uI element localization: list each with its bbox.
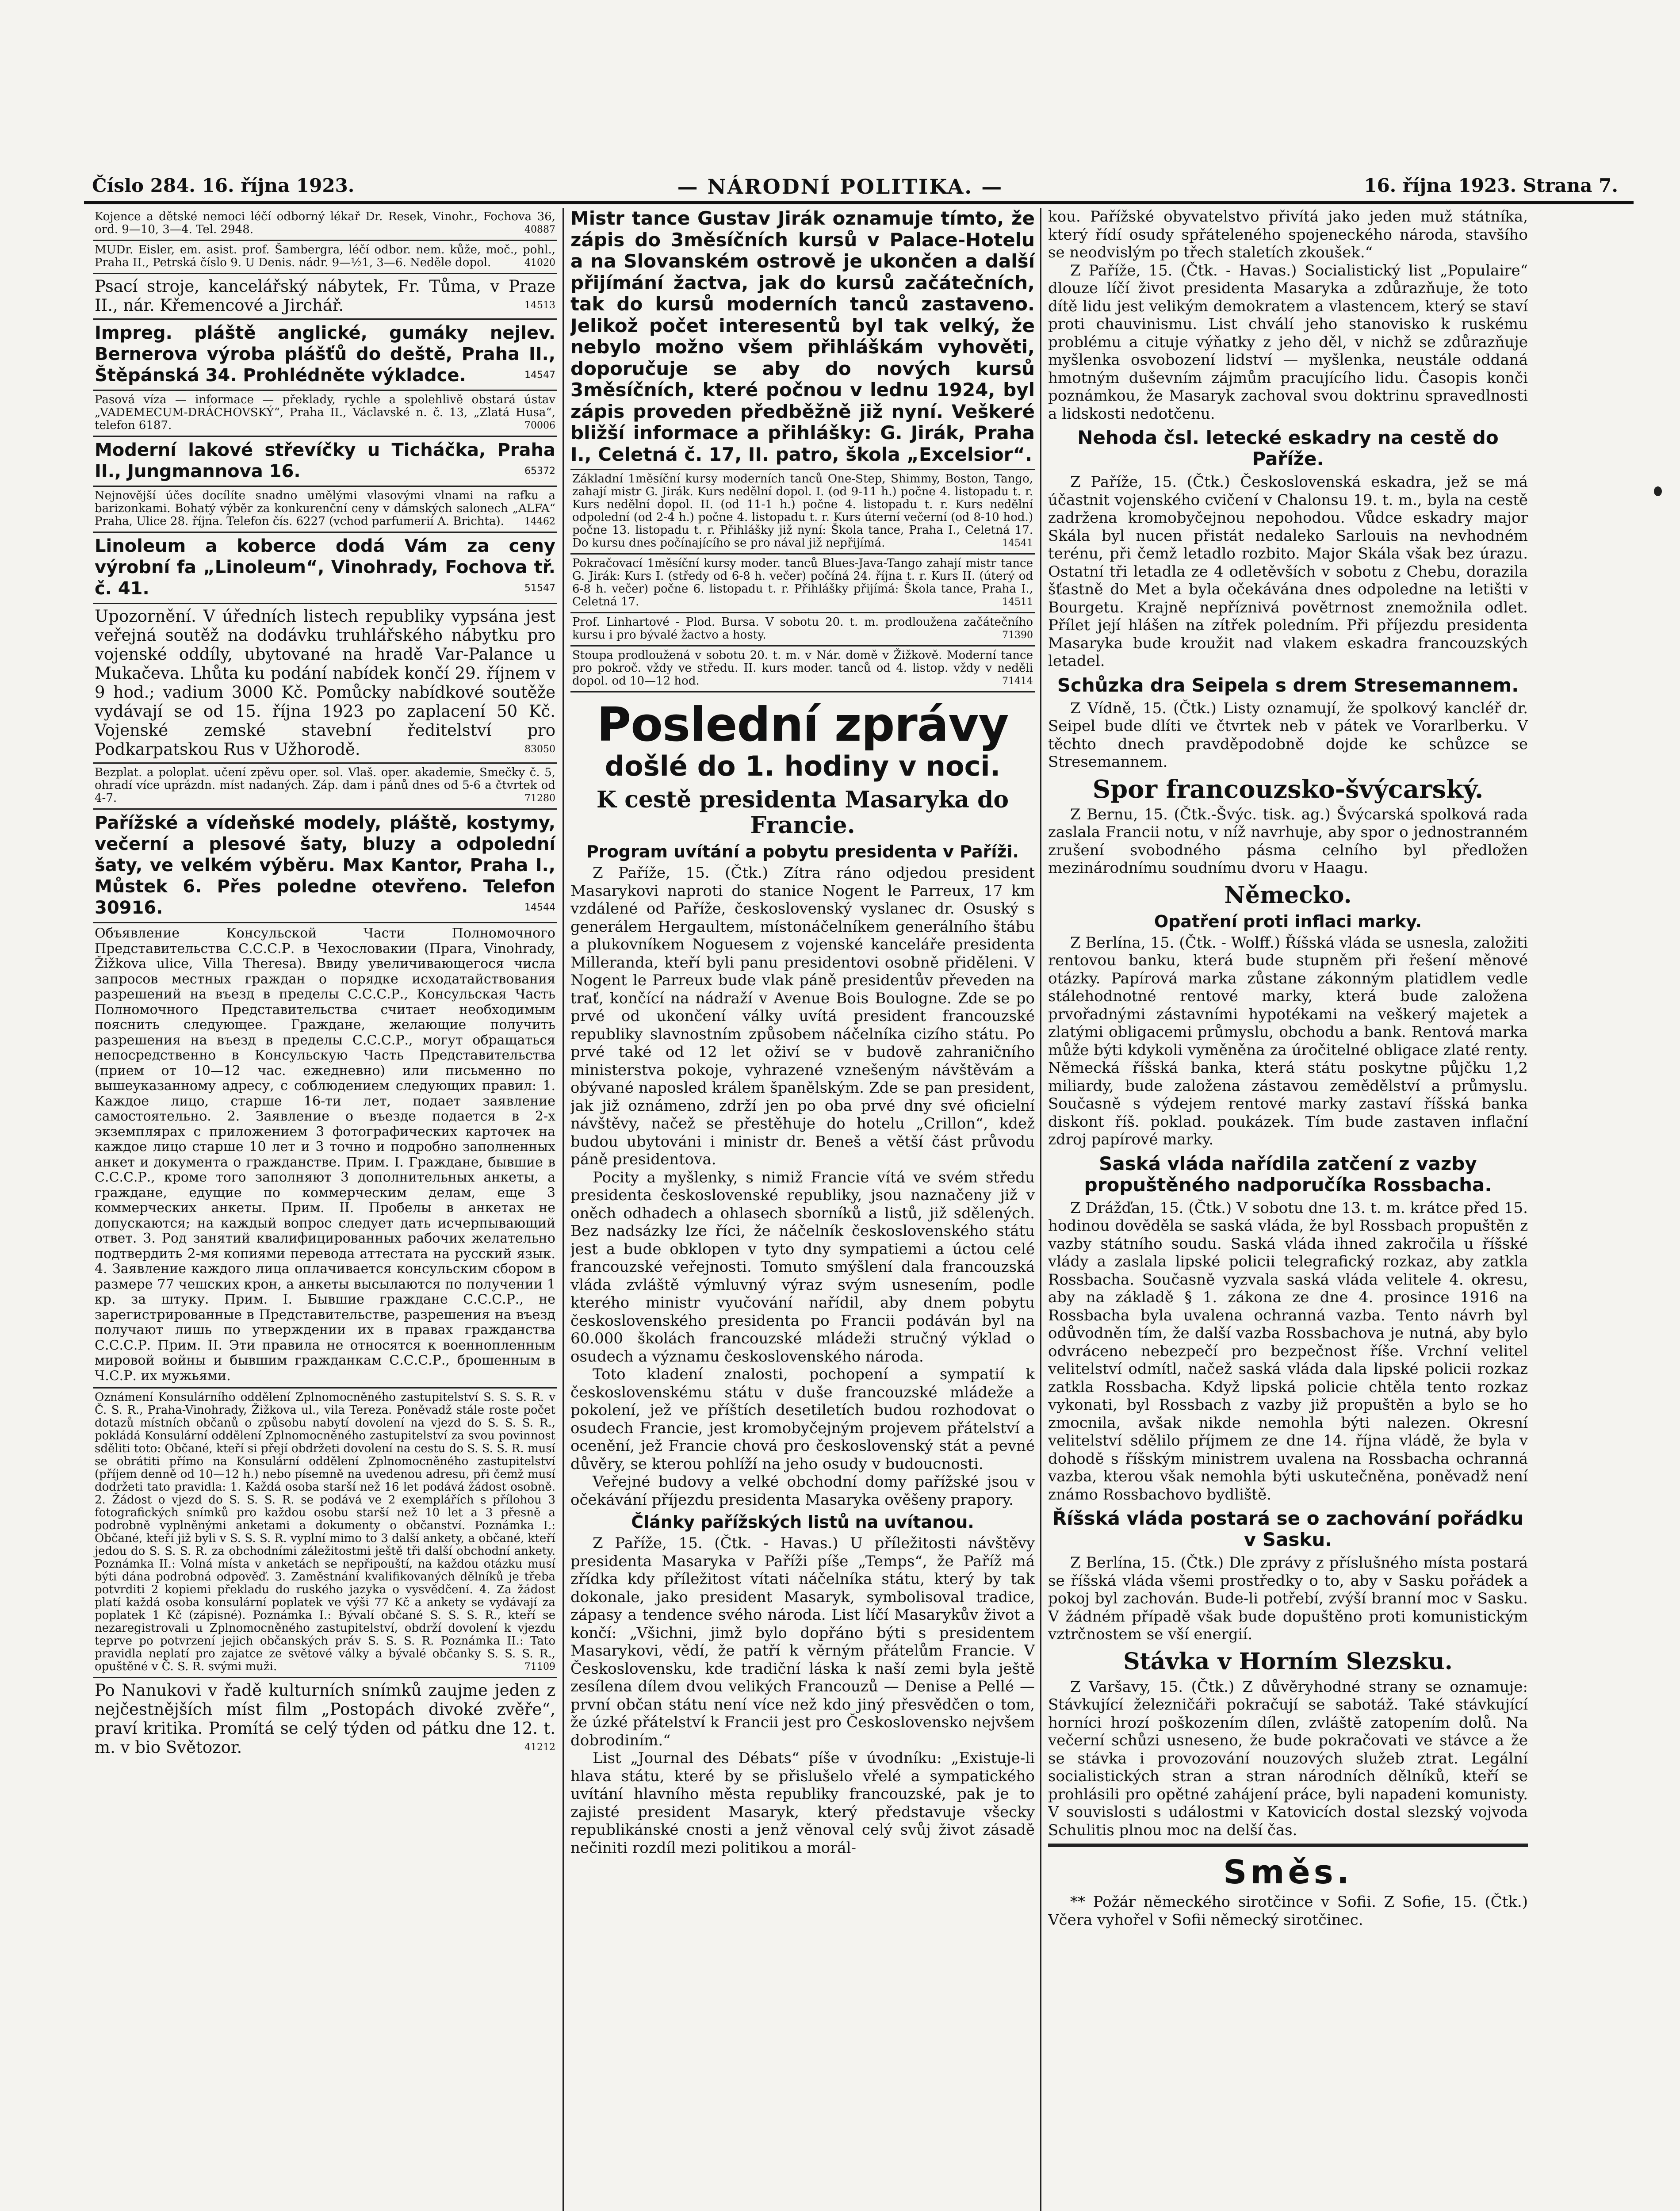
- notice-ussr-consulate-czech: Oznámení Konsulárního oddělení Zplnomocněného zastupitelství S. S. S. R. v Č. S. R., Praha-Vinohrady, Žižkova ul., vila Tereza. Poněvadž stále roste počet dotazů místních občanů o způsobu nabytí dovolení na vjezd do S. S. S. R., pokládá Konsulární oddělení Zplnomocněného zastupitelství za svou povinnost sděliti toto: Občané, kteří si přejí obdržeti dovolení na cestu do S. S. S. R. musí se obrátiti přímo na Konsulární oddělení Zplnomocněného zastupitelství (příjem denně od 10—12 h.) nebo písemně na uvedenou adresu, při čemž musí dodržeti tato pravidla: 1. Každá osoba starší než 16 let podává žádost osobně. 2. Žádost o vjezd do S. S. S. R. se podává ve 2 exemplářích s přílohou 3 fotografických snímků pro každou osobu starší než 10 let a 3 přesně a podrobně vyplněnými anketami a dokumenty o občanství. Poznámka I.: Občané, kteří již byli v S. S. S. R. vyplní mimo to 3 další ankety, a občané, kteří jedou do S. S. S. R. za obchodními záležitostmi ještě tři další obchodní ankety. Poznámka II.: Volná místa v anketách se nepřipouští, na každou otázku musí býti dána podrobná odpověď. 3. Zaměstnání kvalifikovaných dělníků je třeba potvrditi 2 kopiemi překladu do ruského jazyka o vysvědčení. 4. Za žádost platí každá osoba konsulární poplatek ve výši 77 Kč a ankety se vydávají za poplatek 1 Kč (zápisné). Poznámka I.: Bývalí občané S. S. S. R., kteří se nezaregistrovali u Zplnomocněného zastupitelství, obdrží dovolení k vjezdu teprve po potvrzení jejich občanských práv S. S. S. R. Poznámka II.: Tato pravidla neplatí pro zajatce ze světové války a bývalé občanky S. S. S. R., opuštěné v Č. S. R. svými muži. 71109: [93, 1389, 557, 1678]
- ad-lacquered-shoes: Moderní lakové střevíčky u Ticháčka, Praha II., Jungmannova 16. 65372: [93, 437, 557, 487]
- article-paragraph: List „Journal des Débats“ píše v úvodníku: „Existuje-li hlava státu, které by se přislušelo vřelé a sympatického uvítání hlavního města republiky francouzské, pak je to zajisté president Masaryk, který představuje všecky republikánské cnosti a jenž věnoval celý svůj život zásadě nečiniti rozdíl mezi politikou a morál-: [570, 1749, 1035, 1857]
- latest-news-title: Poslední zprávy: [597, 697, 1009, 752]
- headline-strike-silesia: Stávka v Horním Slezsku.: [1123, 1648, 1453, 1675]
- ad-pediatrician: Kojence a dětské nemoci léčí odborný lékař Dr. Resek, Vinohr., Fochova 36, ord. 9—10, 3—4. Tel. 2948. 40887: [93, 208, 557, 241]
- ad-stoupa: Stoupa prodloužená v sobotu 20. t. m. v Nár. domě v Žižkově. Moderní tance pro pokroč. vždy ve středu. II. kurs moder. tanců od 4. listop. vždy v neděli dopol. od 10—12 hod. 71414: [570, 646, 1035, 692]
- header-rule: [84, 201, 1634, 204]
- article-paragraph: Z Vídně, 15. (Čtk.) Listy oznamují, že spolkový kancléř dr. Seipel bude dlíti ve čtvrtek neb v pátek ve Vorarlberku. V těchto dnech pravděpodobně dojde ke schůzce se Stresemannem.: [1048, 699, 1528, 771]
- article-paragraph: Z Paříže, 15. (Čtk.) Československá eskadra, jež se má účastnit vojenského cvičení v Chalonsu 19. t. m., byla na cestě zadržena kromobyčejnou nepohodou. Vůdce eskadry major Skála byl nucen přistát nedaleko Sarlouis na nevhodném terénu, při čemž letadlo rozbito. Major Skála však bez úrazu. Ostatní tři letadla ze 4 odletěvších v sobotu z Chebu, dorazila šťastně do Met a byla očekávána dnes odpoledne na letišti v Bourgetu. Krajně nepříznivá povětrnost znemožnila odlet. Přílet její hlášen na zítřek poledním. Při příjezdu presidenta Masaryka bude kroužit nad vlakem eskadra francouzských letadel.: [1048, 473, 1528, 670]
- ad-passport-visas: Pasová víza — informace — překlady, rychle a spolehlivě obstará ústav „VADEMECUM-DRÁCHOVSKÝ“, Praha II., Václavské n. č. 13, „Zlatá Husa“, telefon 6187. 70006: [93, 391, 557, 437]
- headline-air-squadron: Nehoda čsl. letecké eskadry na cestě do Paříže.: [1077, 427, 1499, 470]
- ad-linoleum: Linoleum a koberce dodá Vám za ceny výrobní fa „Linoleum“, Vinohrady, Fochova tř. č. 41. 51547: [93, 533, 557, 604]
- column-1: [93, 208, 557, 2211]
- article-paragraph: Z Bernu, 15. (Čtk.-Švýc. tisk. ag.) Švýcarská spolková rada zaslala Francii notu, v níž navrhuje, aby spor o jednostranném zrušení svobodného pásma celního byl předložen mezinárodnímu soudnímu dvoru v Haagu.: [1048, 805, 1528, 877]
- ad-dance-courses-basic: Základní 1měsíční kursy moderních tanců One-Step, Shimmy, Boston, Tango, zahají mistr G. Jirák. Kurs nedělní dopol. I. (od 9-11 h.) počne 4. listopadu t. r. Kurs nedělní dopol. II. (od 11-1 h.) počne 4. listopadu t. r. Kurs nedělní odpolední (od 2-4 h.) počne 4. listopadu t. r. Kurs úterní večerní (od 8-10 hod.) počne 13. listopadu t. r. Přihlášky již nyní: Škola tance, Praha I., Celetná 17. Do kursu dnes počínajícího se pro nával již nepřijímá. 14541: [570, 470, 1035, 555]
- article-paragraph: ** Požár německého sirotčince v Sofii. Z Sofie, 15. (Čtk.) Včera vyhořel v Sofii německý sirotčinec.: [1048, 1893, 1528, 1929]
- headline-seipel: Schůzka dra Seipela s drem Stresemannem.: [1057, 674, 1519, 696]
- article-paragraph: Z Berlína, 15. (Čtk.) Dle zprávy z příslušného místa postará se říšská vláda všemi prostředky o to, aby v Sasku pořádek a pokoj byl zachován. Bude-li potřebí, zvýší branní moc v Sasku. V žádném případě však bude dopuštěno proti komunistickým vztrčnostem se vší energií.: [1048, 1554, 1528, 1643]
- ad-dance-master-jirak: Mistr tance Gustav Jirák oznamuje tímto, že zápis do 3měsíčních kursů v Palace-Hotelu a na Slovanském ostrově je ukončen a další přijímání žactva, jak do kursů začátečních, tak do kursů moderních tanců zastaveno. Jelikož počet interesentů byl tak velký, že nebylo možno všem přihláškám vyhověti, doporučuje se aby do nových kursů 3měsíčních, které počnou v lednu 1924, byl zápis proveden předběžně již nyní. Veškeré bližší informace a přihlášky: G. Jirák, Praha I., Celetná č. 17, II. patro, škola „Excelsior“.: [570, 208, 1035, 470]
- article-paragraph: Z Paříže, 15. (Čtk. - Havas.) U příležitosti návštěvy presidenta Masaryka v Paříži píše „Temps“, že Paříž má zřídka kdy příležitost vítati náčelníka státu, který by tak dokonale, jako president Masaryk, symbolisoval tradice, zápasy a tendence svého národa. List líčí Masarykův život a končí: „Všichni, jimž bylo dopřáno býti s presidentem Masarykovi, vědí, že patří k věrným přátelům Francie. V Československu, kde tradiční láska k naší zemi byla ještě zesílena dílem dvou velikých Francouzů — Denise a Pellé — první občan státu není více než kdo jiný přesvědčen o tom, že úzké přátelství k Francii jest pro Československo nejvšem dobrodiním.“: [570, 1534, 1035, 1749]
- article-paragraph: Z Varšavy, 15. (Čtk.) Z důvěryhodné strany se oznamuje: Stávkující železničáři pokračují se sabotáž. Také stávkující horníci hrozí poškozením dílen, zvláště zatopením dolů. Na večerní schůzi usneseno, že bude pokračovati ve stávce a že se stávka i provozování nouzových služeb ztrat. Legální socialistických stran a stran národních dělníků, kteří se prohlásili pro opětné zahájení práce, byli napadeni komunisty. V souvislosti s událostmi v Katovicích dostal slezský vojvoda Schulitis plnou moc na delší čas.: [1048, 1678, 1528, 1839]
- notice-ussr-consulate-russian: Объявление Консульской Части Полномочного Представительства С.С.С.Р. в Чехословакии (Прага, Vinohrady, Žižkova ulice, Villa Theresa). Ввиду увеличивающегося числа запросов местных граждан о порядке исходатайствования разрешений на въезд в пределы С.С.С.Р., Консульская Часть Полномочного Представительства считает необходимым пояснить следующее. Граждане, желающие получить разрешения на въезд в пределы С.С.С.Р., могут обращаться непосредственно в Консульскую Часть Представительства (прием от 10—12 час. ежедневно) или письменно по вышеуказанному адресу, с соблюдением следующих правил: 1. Каждое лицо, старше 16-ти лет, подает заявление самостоятельно. 2. Заявление о въезде подается в 2-х экземплярах с приложением 3 фотографических карточек на каждое лицо старше 10 лет и 3 точно и подробно заполненных анкет и документа о гражданстве. Прим. I. Граждане, бывшие в С.С.С.Р., кроме того заполняют 3 дополнительных анкеты, а граждане, едущие по коммерческим делам, еще 3 коммерческих анкеты. Прим. II. Пробелы в анкетах не допускаются; на каждый вопрос следует дать исчерпывающий ответ. 3. Род занятий квалифицированных рабочих желательно подтвердить 2-мя копиями перевода аттестата на русский язык. 4. Заявление каждого лица оплачивается консульским сбором в размере 77 чешских крон, а анкеты высылаются по получении 1 кр. за штуку. Прим. I. Бывшие граждане С.С.С.Р., не зарегистрированные в Представительстве, разрешения на въезд получают лишь по утверждении их в правах гражданства С.С.С.Р. Прим. II. Эти правила не относятся к военнопленным мировой войны и бывшим гражданкам С.С.С.Р., брошенным в Ч.С.Р. их мужьями.: [93, 923, 557, 1389]
- headline-rossbach: Saská vláda nařídila zatčení z vazby propuštěného nadporučíka Rossbacha.: [1084, 1152, 1492, 1196]
- article-paragraph: Z Paříže, 15. (Čtk.) Zítra ráno odjedou president Masarykovi naproti do stanice Nogent le Parreux, 17 km vzdálené od Paříže, československý vyslanec dr. Osuský s generálem Hergaultem, místonáčelníkem generálního štábu a plukovníkem Noguesem z vojenské kanceláře presidenta Milleranda, kteří byli panu presidentovi osobně přiděleni. V Nogent le Parreux bude vlak páně presidentův převeden na trať, končící na nádraží v Avenue Bois Boulogne. Zde se po prvé od ukončení války uvítá president francouzské republiky slavnostním způsobem náčelníka cizího státu. Po prvé také od 12 let oživí se v budově zahraničního ministerstva pokoje, vyhrazené vznešeným návštěvám a obývané naposled králem španělským. Zde se pan president, jak již oznámeno, zdrží jen po oba prvé dny své oficielní návštěvy, načež se přestěhuje do hotelu „Crillon“, kdež budou ubytováni i ministr dr. Beneš a větší část průvodu páně presidentova.: [570, 864, 1035, 1168]
- ad-raincoats: Impreg. pláště anglické, gumáky nejlev. Bernerova výroba plášťů do deště, Praha II., Štěpánská 34. Prohlédněte výkladce. 14547: [93, 320, 557, 391]
- article-paragraph: kou. Pařížské obyvatelstvo přivítá jako jeden muž státníka, který řídí osudy spřáteleného spojeneckého národa, stavšího se neodvislým po třech staletích zkoušek.“: [1048, 208, 1528, 261]
- column-3: [1048, 208, 1528, 2211]
- article-paragraph: Z Berlína, 15. (Čtk. - Wolff.) Říšská vláda se usnesla, založiti rentovou banku, která bude stupněm při řešení měnové otázky. Papírová marka zůstane zákonným platidlem vedle stálehodnotné rentové marky, která bude založena prvořadnými zástavními hypotékami na veškerý majetek a zlatými obligacemi průmyslu, obchodu a bank. Rentová marka může býti kdykoli vyměněna za úročitelné obligace zlaté renty. Německá říšská banka, která státu poskytne půjčku 1,2 miliardy, bude založena zástavou zemědělství a průmyslu. Současně s výdejem rentové marky zastaví říšská banka diskont říš. poklad. poukázek. Tím bude zastaven inflační zdroj papírové marky.: [1048, 933, 1528, 1148]
- ad-film-svetozor: Po Nanukovi v řadě kulturních snímků zaujme jeden z nejčestnějších míst film „Postopách divoké zvěře“, praví kritika. Promítá se celý týden od pátku dne 12. t. m. v bio Světozor. 41212: [95, 1681, 555, 1757]
- headline-masaryk-france: K cestě presidenta Masaryka do Francie.: [596, 786, 1009, 839]
- ad-fashion-models: Pařížské a vídeňské modely, pláště, kostymy, večerní a plesové šaty, bluzy a odpolední šaty, ve velkém výběru. Max Kantor, Praha I., Můstek 6. Přes poledne otevřeno. Telefon 30916. 14544: [93, 810, 557, 923]
- article-paragraph: Pocity a myšlenky, s nimiž Francie vítá ve svém středu presidenta československé republiky, jsou naznačeny již v oněch odhadech a ohlasech sborníků a listů, již sdělených. Bez nadsázky lze říci, že náčelník československého státu jest a bude obklopen v tyto dny sympatiemi a úctou celé francouzské veřejnosti. Tomuto smýšlení dala francouzská vláda zvláště výmluvný výraz svým usnesením, podle kterého ministr vyučování nařídil, aby dnem pobytu československého presidenta po Francii podáván byl na 60.000 školách francouzské mládeži stručný výklad o osudech a významu československého národa.: [570, 1168, 1035, 1366]
- headline-franco-swiss: Spor francouzsko-švýcarský.: [1092, 774, 1484, 804]
- column-2: [570, 208, 1035, 2211]
- article-paragraph: Z Paříže, 15. (Čtk. - Havas.) Socialistický list „Populaire“ dlouze líčí život presidenta Masaryka a zdůrazňuje, že toto dítě lidu jest velikým demokratem a vlastencem, který se staví proti chauvinismu. List chválí jeho stanovisko k ruskému problému a cituje výňatky z jeho děl, v nichž se zdůrazňuje myšlenka osvobození lidství — myšlenka, neustále oddaná hmotným duševním zájmům pracujícího lidu. Časopis konči poznámkou, že Masaryk zachoval svou doktrinu spravedlnosti a lidskosti nedotčenu.: [1048, 261, 1528, 423]
- article-paragraph: Veřejné budovy a velké obchodní domy pařížské jsou v očekávání příjezdu presidenta Masaryka ověšeny prapory.: [570, 1473, 1035, 1509]
- ad-typewriters: Psací stroje, kancelářský nábytek, Fr. Tůma, v Praze II., nár. Křemencové a Jirchář. 14513: [93, 274, 557, 320]
- headline-inflation: Opatření proti inflaci marky.: [1154, 911, 1422, 931]
- issue-number: Číslo 284. 16. října 1923.: [92, 175, 355, 196]
- latest-news-subtitle: došlé do 1. hodiny v noci.: [605, 750, 1001, 782]
- ad-singing-lessons: Bezplat. a poloplat. učení zpěvu oper. sol. Vlaš. oper. akademie, Smečky č. 5, ohradí více uprázdn. míst nadaných. Záp. dam i pánů dnes od 5-6 a čtvrtek od 4-7. 71280: [93, 764, 557, 810]
- masthead: — NÁRODNÍ POLITIKA. —: [677, 175, 1003, 199]
- section-miscellany: Směs.: [1223, 1853, 1353, 1891]
- headline-program: Program uvítání a pobytu presidenta v Paříži.: [586, 842, 1019, 861]
- ad-military-tender: Upozornění. V úředních listech republiky vypsána jest veřejná soutěž na dodávku truhlářského nábytku pro vojenské oddíly, ubytované na hradě Var-Palance u Mukačeva. Lhůta ku podání nabídek končí 29. říjnem v 9 hod.; vadium 3000 Kč. Pomůcky nabídkové soutěže vydávají se od 15. října 1923 po zaplacení 50 Kč. Vojenské zemské stavební ředitelství pro Podkarpatskou Rus v Užhorodě. 83050: [93, 604, 557, 764]
- column-rule-2: [1040, 208, 1041, 2211]
- ad-dance-courses-advanced: Pokračovací 1měsíční kursy moder. tanců Blues-Java-Tango zahají mistr tance G. Jirák: Kurs I. (středy od 6-8 h. večer) počíná 24. října t. r. Kurs II. (úterý od 6-8 h. večer) počne 6. listopadu t. r. Přihlášky přijímá: Škola tance, Praha I., Celetná 17. 14511: [570, 555, 1035, 613]
- ad-hair-salon: Nejnovější účes docílíte snadno umělými vlasovými vlnami na rafku a barizonkami. Bohatý výběr za konkurenční ceny v dámských salonech „ALFA“ Praha, Ulice 28. října. Telefon čís. 6227 (vchod parfumerií A. Brichta). 14462: [93, 487, 557, 533]
- ad-linhartova: Prof. Linhartové - Plod. Bursa. V sobotu 20. t. m. prodloužena začátečního kursu i pro bývalé žactvo a hosty. 71390: [570, 613, 1035, 646]
- margin-mark: [1654, 486, 1662, 496]
- headline-saxony-order: Říšská vláda postará se o zachování pořádku v Sasku.: [1052, 1507, 1524, 1550]
- article-paragraph: Z Drážďan, 15. (Čtk.) V sobotu dne 13. t. m. krátce před 15. hodinou dověděla se saská vláda, že byl Rossbach propuštěn z vazby státního soudu. Saská vláda ihned zakročila u říšské vlády a zaslala lipské policii telegrafický rozkaz, aby zatkla Rossbacha. Současně vyzvala saská vláda velitele 4. okresu, aby na základě § 1. zákona ze dne 4. prosince 1916 na Rossbacha byla uvalena ochranná vazba. Tento návrh byl odůvodněn tím, že další vazba Rossbachova je nutná, aby bylo odvráceno nebezpečí pro bezpečnost říše. Vrchní velitel velitelství odmítl, načež saská vláda dala lipské policii rozkaz zatkla Rossbacha. Když lipská policie chtěla tento rozkaz vykonati, byl Rossbach z vazby již propuštěn a bylo se ho zmocnila, avšak nikde nemohla býti nalezen. Okresní velitelství sdělilo příjmem ze dne 14. října vládě, že byla v dohodě s říšským ministrem uvalena na Rossbacha ochranná vazba, kterou však nemohla býti uskutečněna, poněvadž není známo Rossbachovo bydliště.: [1048, 1199, 1528, 1503]
- headline-paris-papers: Články pařížských listů na uvítanou.: [631, 1512, 974, 1532]
- section-rule: [1048, 1844, 1528, 1847]
- headline-germany: Německo.: [1224, 881, 1352, 909]
- page-number: 16. října 1923. Strana 7.: [1364, 175, 1618, 196]
- ad-dermatologist: MUDr. Eisler, em. asist. prof. Šambergra, léčí odbor. nem. kůže, moč., pohl., Praha II., Petrská číslo 9. U Denis. nádr. 9—½1, 3—6. Neděle dopol. 41020: [93, 241, 557, 274]
- column-rule-1: [563, 208, 564, 2211]
- article-paragraph: Toto kladení znalosti, pochopení a sympatií k československému státu v duše francouzské mládeže a pokolení, jež ve příštích desetiletích budou rozhodovat o osudech Francie, jest kromobyčejným projevem přátelství a ocenění, jež Francie chová pro československý stát a pevné důvěry, se kterou pohlíží na jeho osudy v budoucnosti.: [570, 1366, 1035, 1473]
